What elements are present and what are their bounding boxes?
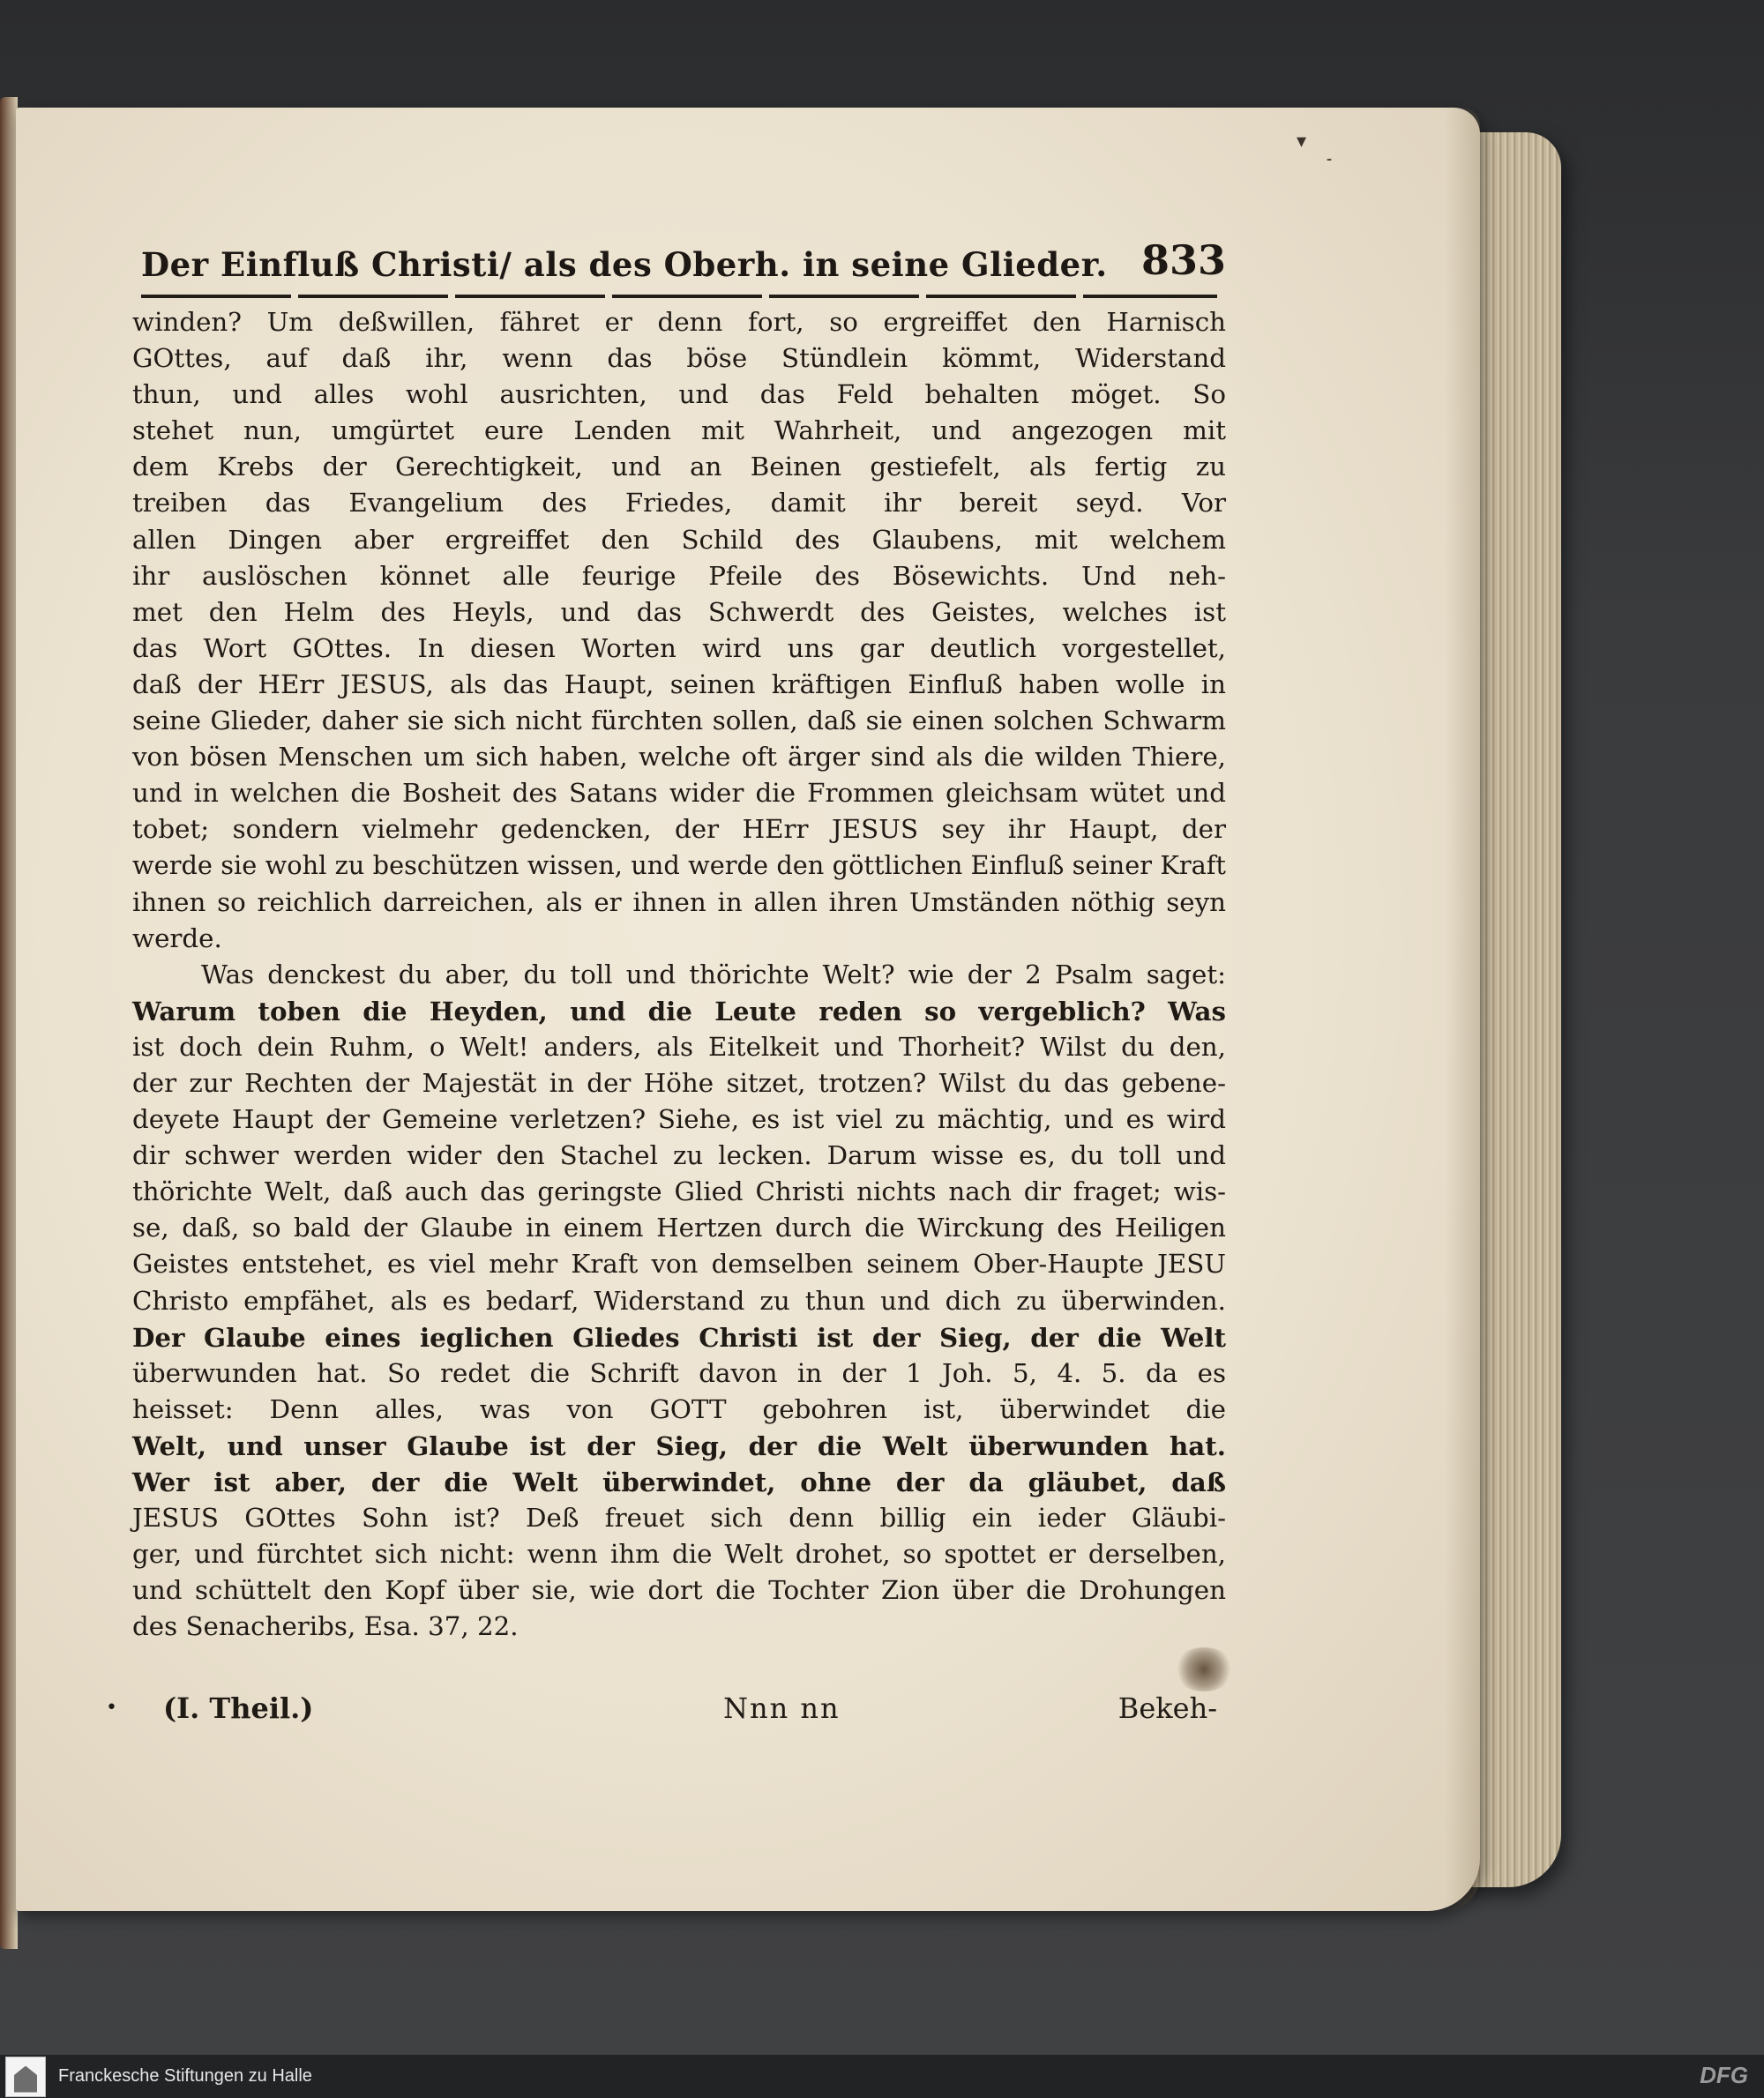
text-line: werde sie wohl zu beschützen wissen, und werde den göttlichen Einfluß seiner Kraft [132,850,1226,881]
signature-left: (I. Theil.) [163,1691,314,1725]
text-line: ihr auslöschen könnet alle feurige Pfeile des Bösewichts. Und neh- [132,560,1226,591]
bullet-mark: • [106,1697,117,1719]
text-line: tobet; sondern vielmehr gedencken, der HErr JESUS sey ihr Haupt, der [132,814,1226,845]
text-line: GOttes, auf daß ihr, wenn das böse Stündlein kömmt, Widerstand [132,343,1226,374]
text-line: heisset: Denn alles, was von GOTT gebohren ist, überwindet die [132,1393,1226,1424]
text-line: überwunden hat. So redet die Schrift davon in der 1 Joh. 5, 4. 5. da es [132,1357,1226,1388]
page-mark: ⁃ [1326,152,1333,168]
text-line: daß der HErr JESUS, als das Haupt, seinen kräftigen Einfluß haben wolle in [132,668,1226,699]
text-line: Geistes entstehet, es viel mehr Kraft von demselben seinem Ober-Haupte JESU [132,1249,1226,1280]
text-line: und schüttelt den Kopf über sie, wie dort die Tochter Zion über die Drohungen [132,1575,1226,1606]
page-number: 833 [1140,236,1226,284]
text-line: JESUS GOttes Sohn ist? Deß freuet sich denn billig ein ieder Gläubi- [132,1503,1226,1534]
text-line: winden? Um deßwillen, fähret er denn fort, so ergreiffet den Harnisch [132,307,1226,337]
text-line: deyete Haupt der Gemeine verletzen? Siehe, es ist viel zu mächtig, und es wird [132,1104,1226,1135]
text-line: Christo empfähet, als es bedarf, Widerstand zu thun und dich zu überwinden. [132,1285,1226,1316]
viewer-footer-bar [0,2055,1764,2098]
text-line: und in welchen die Bosheit des Satans wider die Frommen gleichsam wütet und [132,778,1226,809]
text-line: dem Krebs der Gerechtigkeit, und an Beinen gestiefelt, als fertig zu [132,452,1226,482]
text-line: Warum toben die Heyden, und die Leute reden so vergeblich? Was [132,995,1226,1027]
text-line: ger, und fürchtet sich nicht: wenn ihm die Welt drohet, so spottet er derselben, [132,1539,1226,1570]
text-line: Wer ist aber, der die Welt überwindet, ohne der da gläubet, daß [132,1467,1226,1497]
dfg-logo[interactable]: DFG [1700,2062,1748,2088]
text-line: von bösen Menschen um sich haben, welche oft ärger sind als die wilden Thiere, [132,742,1226,773]
ink-stain [1173,1647,1235,1691]
text-line: des Senacheribs, Esa. 37, 22. [132,1611,519,1642]
text-line: das Wort GOttes. In diesen Worten wird uns gar deutlich vorgestellet, [132,632,1226,663]
text-line: der zur Rechten der Majestät in der Höhe sitzet, trotzen? Wilst du das gebene- [132,1067,1226,1098]
text-line: ist doch dein Ruhm, o Welt! anders, als Eitelkeit und Thorheit? Wilst du den, [132,1031,1226,1062]
text-line: se, daß, so bald der Glaube in einem Hertzen durch die Wirckung des Heiligen [132,1213,1226,1243]
signature-mark: Nnn nn [723,1691,841,1725]
text-line: Was denckest du aber, du toll und thörichte Welt? wie der 2 Psalm saget: [201,959,1226,989]
head-rule [141,295,1217,298]
page-footer [106,1691,1226,1736]
text-line: Der Glaube eines ieglichen Gliedes Christi ist der Sieg, der die Welt [132,1321,1226,1353]
text-line: seine Glieder, daher sie sich nicht fürchten sollen, daß sie einen solchen Schwarm [132,706,1226,736]
page-mark: ▾ [1297,131,1307,153]
running-head [141,222,1226,284]
running-head-title: Der Einfluß Christi/ als des Oberh. in seine Glieder. [141,245,1108,284]
text-line: stehet nun, umgürtet eure Lenden mit Wahrheit, und angezogen mit [132,415,1226,446]
text-line: dir schwer werden wider den Stachel zu lecken. Darum wisse es, du toll und [132,1140,1226,1171]
body-text [132,304,1226,1645]
text-line: thörichte Welt, daß auch das geringste Glied Christi nichts nach dir fraget; wis- [132,1176,1226,1207]
text-line: ihnen so reichlich darreichen, als er ihnen in allen ihren Umständen nöthig seyn [132,886,1226,917]
institution-name[interactable]: Franckesche Stiftungen zu Halle [58,2066,312,2086]
text-line: Welt, und unser Glaube ist der Sieg, der die Welt überwunden hat. [132,1430,1226,1461]
text-line: allen Dingen aber ergreiffet den Schild des Glaubens, mit welchem [132,524,1226,555]
institution-logo-icon[interactable] [5,2057,46,2097]
text-line: werde. [132,922,222,953]
previous-page-edge [0,97,18,1949]
text-line: treiben das Evangelium des Friedes, damit ihr bereit seyd. Vor [132,488,1226,519]
text-line: thun, und alles wohl ausrichten, und das Feld behalten möget. So [132,379,1226,410]
text-line: met den Helm des Heyls, und das Schwerdt des Geistes, welches ist [132,596,1226,627]
catchword: Bekeh- [1117,1691,1217,1725]
